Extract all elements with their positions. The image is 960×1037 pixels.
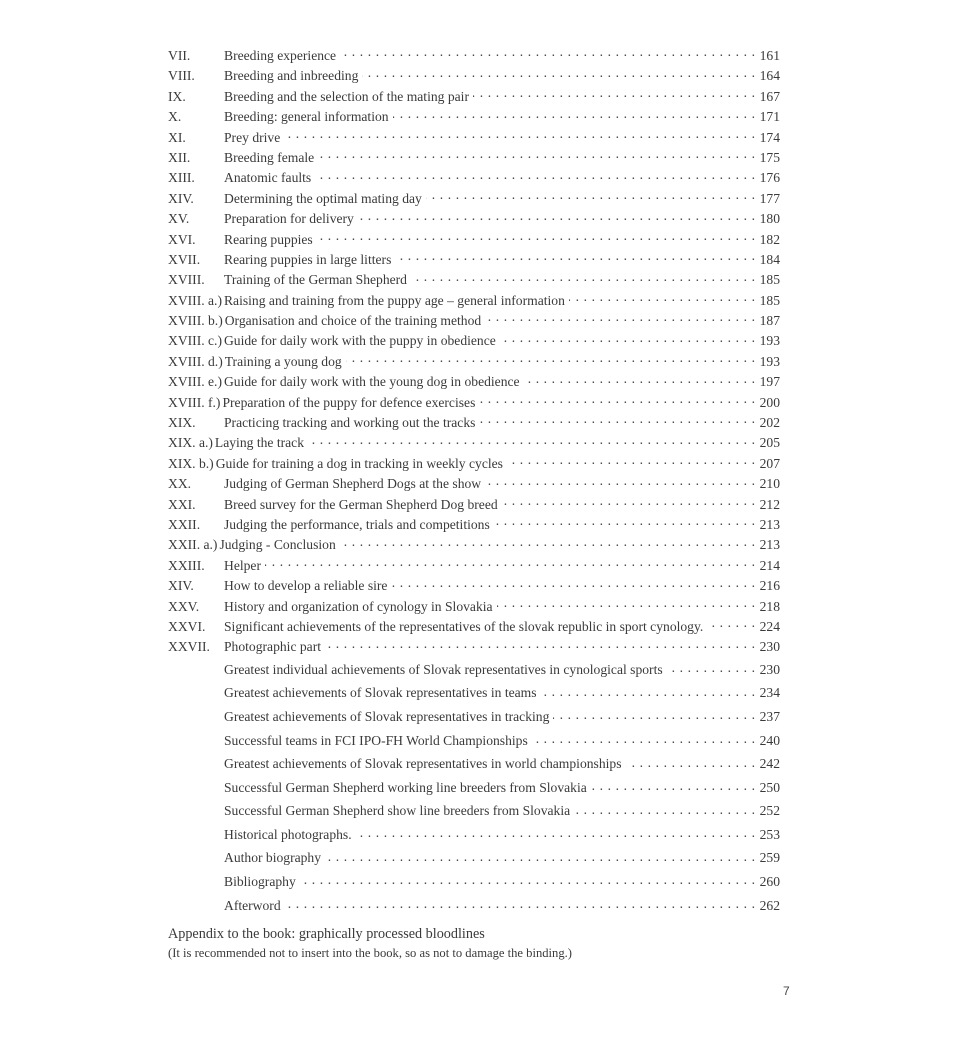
page-ref: 187 — [759, 313, 780, 329]
toc-entry[interactable] — [168, 393, 780, 413]
chapter-number: XVI. — [168, 231, 196, 247]
dot-leader — [591, 778, 756, 792]
toc-entry[interactable] — [168, 331, 780, 351]
chapter-title: Training of the German Shepherd — [224, 272, 407, 288]
dot-leader — [346, 352, 756, 366]
dot-leader — [325, 849, 756, 863]
toc-subentry[interactable] — [168, 658, 780, 682]
page-ref: 230 — [759, 639, 780, 655]
toc-entry[interactable] — [168, 168, 780, 188]
chapter-number: XVIII. c.) — [168, 333, 222, 349]
toc-entry[interactable] — [168, 270, 780, 290]
dot-leader — [362, 67, 755, 81]
chapter-title: Preparation for delivery — [224, 211, 354, 227]
dot-leader — [285, 896, 756, 910]
section-title: Bibliography — [224, 874, 296, 890]
chapter-title: Breeding and inbreeding — [224, 68, 359, 84]
toc-entry[interactable] — [168, 433, 780, 453]
page-ref: 234 — [759, 685, 780, 701]
page-ref: 260 — [759, 874, 780, 890]
toc-entry[interactable] — [168, 128, 780, 148]
chapter-number: XXIII. — [168, 557, 205, 573]
page-ref: 212 — [759, 496, 780, 512]
chapter-title: History and organization of cynology in Slovakia — [224, 598, 493, 614]
toc-subentries — [168, 658, 780, 918]
page-ref: 240 — [759, 732, 780, 748]
dot-leader — [315, 169, 755, 183]
dot-leader — [265, 556, 756, 570]
dot-leader — [500, 332, 756, 346]
dot-leader — [300, 872, 756, 886]
section-title: Successful German Shepherd working line breeders from Slovakia — [224, 779, 587, 795]
page-ref: 174 — [759, 129, 780, 145]
section-title: Afterword — [224, 897, 281, 913]
chapter-title: Breeding experience — [224, 48, 337, 63]
chapter-title: Judging - Conclusion — [219, 537, 336, 553]
section-title: Author biography — [224, 850, 322, 866]
chapter-title: How to develop a reliable sire — [224, 578, 388, 594]
dot-leader — [284, 128, 755, 142]
page-ref: 200 — [759, 394, 780, 410]
chapter-title: Raising and training from the puppy age – general information — [223, 292, 565, 308]
chapter-number: XVIII. e.) — [168, 374, 222, 390]
chapter-number: XX. — [168, 476, 192, 492]
chapter-number: XVIII. — [168, 272, 205, 288]
toc-entry[interactable] — [168, 250, 780, 270]
toc-entry[interactable] — [168, 454, 780, 474]
chapter-title: Organisation and choice of the training method — [224, 313, 482, 329]
section-title: Greatest achievements of Slovak representatives in tracking — [224, 708, 550, 724]
toc-subentry[interactable] — [168, 705, 780, 729]
chapter-title: Training a young dog — [224, 353, 342, 369]
dot-leader — [393, 108, 756, 122]
toc-entries — [168, 46, 780, 658]
chapter-title: Breed survey for the German Shepherd Dog breed — [224, 496, 498, 512]
chapter-number: XII. — [168, 149, 191, 165]
toc-entry[interactable] — [168, 515, 780, 535]
toc-entry[interactable] — [168, 474, 780, 494]
dot-leader — [318, 148, 755, 162]
page-ref: 237 — [759, 708, 780, 724]
dot-leader — [340, 536, 756, 550]
toc-entry[interactable] — [168, 148, 780, 168]
section-title: Historical photographs. — [224, 826, 352, 842]
dot-leader — [356, 825, 756, 839]
chapter-number: XVIII. f.) — [168, 394, 221, 410]
chapter-number: XV. — [168, 211, 190, 227]
toc-entry[interactable] — [168, 291, 780, 311]
section-title: Successful teams in FCI IPO-FH World Championships — [224, 732, 528, 748]
page-ref: 259 — [759, 850, 780, 866]
chapter-title: Practicing tracking and working out the tracks — [224, 415, 476, 431]
chapter-number: XIII. — [168, 170, 195, 186]
chapter-title: Prey drive — [224, 129, 281, 145]
appendix-title: Appendix to the book: graphically processed bloodlines — [168, 926, 485, 942]
section-title: Greatest individual achievements of Slovak representatives in cynological sports — [224, 661, 663, 677]
dot-leader — [667, 660, 756, 674]
dot-leader — [532, 731, 756, 745]
page-ref: 167 — [759, 88, 780, 104]
page-ref: 230 — [759, 661, 780, 677]
dot-leader — [325, 638, 756, 652]
toc-entry[interactable] — [168, 209, 780, 229]
appendix-binding-note: (It is recommended not to insert into the book, so as not to damage the binding.) — [168, 946, 572, 960]
toc-subentry[interactable] — [168, 776, 780, 800]
dot-leader — [569, 291, 756, 305]
dot-leader — [308, 434, 756, 448]
page-ref: 210 — [759, 476, 780, 492]
dot-leader — [707, 617, 755, 631]
chapter-title: Photographic part — [224, 639, 322, 655]
toc-entry[interactable] — [168, 495, 780, 515]
chapter-title: Rearing puppies in large litters — [224, 251, 392, 267]
dot-leader — [479, 393, 755, 407]
chapter-title: Significant achievements of the representatives of the slovak republic in sport cynology. — [224, 618, 704, 634]
chapter-number: XI. — [168, 129, 186, 145]
chapter-number: XIX. — [168, 415, 196, 431]
chapter-number: XXV. — [168, 598, 200, 614]
chapter-title: Guide for training a dog in tracking in weekly cycles — [215, 455, 503, 471]
toc-subentry[interactable] — [168, 729, 780, 753]
toc-entry[interactable] — [168, 372, 780, 392]
page-ref: 202 — [759, 415, 780, 431]
dot-leader — [485, 475, 756, 489]
chapter-number: XIX. b.) — [168, 455, 214, 471]
dot-leader — [485, 311, 755, 325]
chapter-number: VII. — [168, 48, 191, 63]
chapter-number: XXI. — [168, 496, 196, 512]
toc-entry[interactable] — [168, 597, 780, 617]
page-ref: 242 — [759, 756, 780, 772]
chapter-number: XIV. — [168, 190, 194, 206]
toc-entry[interactable] — [168, 556, 780, 576]
chapter-number: XIX. a.) — [168, 435, 213, 451]
chapter-title: Judging of German Shepherd Dogs at the show — [224, 476, 482, 492]
chapter-title: Judging the performance, trials and competitions — [224, 516, 490, 532]
toc-subentry[interactable] — [168, 894, 780, 918]
toc-subentry[interactable] — [168, 799, 780, 823]
chapter-title: Laying the track — [214, 435, 304, 451]
page-ref: 253 — [759, 826, 780, 842]
page-ref: 252 — [759, 803, 780, 819]
page-ref: 193 — [759, 353, 780, 369]
dot-leader — [553, 707, 755, 721]
page-ref: 177 — [759, 190, 780, 206]
toc-entry[interactable] — [168, 107, 780, 127]
page-ref: 218 — [759, 598, 780, 614]
chapter-title: Determining the optimal mating day — [224, 190, 422, 206]
section-title: Greatest achievements of Slovak representatives in teams — [224, 685, 537, 701]
toc-entry[interactable] — [168, 87, 780, 107]
dot-leader — [494, 515, 756, 529]
page-ref: 207 — [759, 455, 780, 471]
page-ref: 250 — [759, 779, 780, 795]
chapter-number: XVIII. d.) — [168, 353, 223, 369]
dot-leader — [411, 271, 756, 285]
dot-leader — [473, 87, 756, 101]
chapter-number: IX. — [168, 88, 186, 104]
chapter-title: Breeding: general information — [224, 109, 389, 125]
page-ref: 184 — [759, 251, 780, 267]
dot-leader — [502, 495, 756, 509]
page-ref: 182 — [759, 231, 780, 247]
page-ref: 185 — [759, 272, 780, 288]
dot-leader — [507, 454, 756, 468]
page-ref: 205 — [759, 435, 780, 451]
page-ref: 180 — [759, 211, 780, 227]
dot-leader — [340, 46, 756, 60]
page-ref: 176 — [759, 170, 780, 186]
chapter-number: XIV. — [168, 578, 194, 594]
chapter-number: XXII. a.) — [168, 537, 218, 553]
dot-leader — [479, 413, 755, 427]
page-ref: 213 — [759, 537, 780, 553]
page-ref: 193 — [759, 333, 780, 349]
page-ref: 175 — [759, 149, 780, 165]
toc-subentry[interactable] — [168, 846, 780, 870]
dot-leader — [391, 577, 755, 591]
chapter-title: Rearing puppies — [224, 231, 313, 247]
page-ref: 197 — [759, 374, 780, 390]
toc-subentry[interactable] — [168, 752, 780, 776]
toc-entry[interactable] — [168, 576, 780, 596]
toc-entry[interactable] — [168, 413, 780, 433]
page-ref: 185 — [759, 292, 780, 308]
chapter-title: Breeding female — [224, 149, 315, 165]
chapter-title: Helper — [224, 557, 261, 573]
chapter-number: VIII. — [168, 68, 195, 84]
page-ref: 262 — [759, 897, 780, 913]
dot-leader — [426, 189, 756, 203]
dot-leader — [317, 230, 756, 244]
toc-entry[interactable] — [168, 189, 780, 209]
chapter-title: Guide for daily work with the puppy in obedience — [223, 333, 496, 349]
page-ref: 164 — [759, 68, 780, 84]
chapter-title: Guide for daily work with the young dog in obedience — [223, 374, 520, 390]
toc-entry[interactable] — [168, 617, 780, 637]
toc-subentry[interactable] — [168, 870, 780, 894]
chapter-number: XVIII. a.) — [168, 292, 222, 308]
chapter-title: Preparation of the puppy for defence exercises — [222, 394, 476, 410]
dot-leader — [497, 597, 756, 611]
dot-leader — [524, 373, 756, 387]
toc-entry[interactable] — [168, 352, 780, 372]
toc-entry[interactable] — [168, 66, 780, 86]
toc-entry[interactable] — [168, 311, 780, 331]
page-ref: 224 — [759, 618, 780, 634]
chapter-number: XXII. — [168, 516, 201, 532]
page-ref: 171 — [759, 109, 780, 125]
chapter-number: XVII. — [168, 251, 201, 267]
page-ref: 161 — [759, 48, 780, 63]
page-ref: 214 — [759, 557, 780, 573]
chapter-title: Breeding and the selection of the mating pair — [224, 88, 469, 104]
page-ref: 213 — [759, 516, 780, 532]
chapter-number: XXVII. — [168, 639, 210, 655]
page-number: 7 — [783, 984, 790, 998]
dot-leader — [358, 210, 756, 224]
toc-entry[interactable] — [168, 230, 780, 250]
toc-subentry[interactable] — [168, 681, 780, 705]
appendix-note — [168, 924, 572, 962]
dot-leader — [541, 684, 756, 698]
chapter-number: XXVI. — [168, 618, 206, 634]
chapter-number: X. — [168, 109, 182, 125]
page-ref: 216 — [759, 578, 780, 594]
dot-leader — [626, 755, 756, 769]
toc-entry[interactable] — [168, 637, 780, 657]
toc-entry[interactable] — [168, 535, 780, 555]
table-of-contents — [168, 46, 780, 917]
section-title: Successful German Shepherd show line breeders from Slovakia — [224, 803, 571, 819]
dot-leader — [574, 802, 755, 816]
chapter-title: Anatomic faults — [224, 170, 312, 186]
chapter-number: XVIII. b.) — [168, 313, 223, 329]
toc-entry[interactable] — [168, 46, 780, 66]
section-title: Greatest achievements of Slovak representatives in world championships — [224, 756, 622, 772]
dot-leader — [395, 250, 755, 264]
toc-subentry[interactable] — [168, 823, 780, 847]
